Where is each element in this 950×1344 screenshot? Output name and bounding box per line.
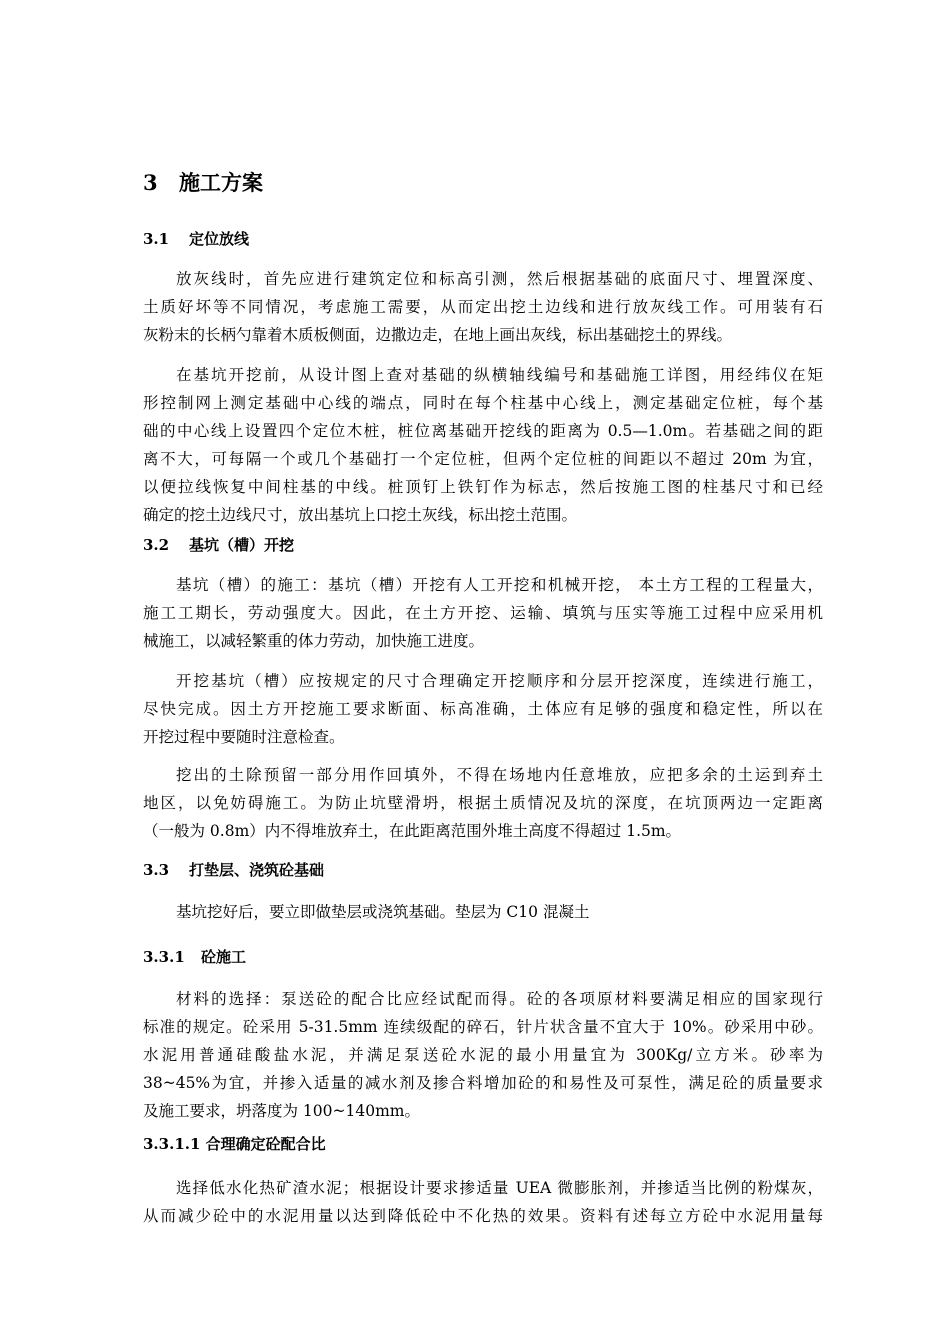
section-heading-3-1 (143, 228, 823, 249)
section-title: 打垫层、浇筑砼基础 (189, 861, 325, 879)
text-line: 以便拉线恢复中间柱基的中线。桩顶钉上铁钉作为标志，然后按施工图的柱基尺寸和已经 (143, 478, 823, 496)
text-line: 离不大，可每隔一个或几个基础打一个定位桩，但两个定位桩的间距以不超过 20m 为宜， (143, 450, 823, 468)
section-number: 3.3 (143, 861, 170, 879)
paragraph-2 (143, 361, 823, 529)
text-line: 尽快完成。因土方开挖施工要求断面、标高准确，土体应有足够的强度和稳定性，所以在 (143, 700, 823, 718)
section-title: 基坑（槽）开挖 (189, 536, 295, 554)
chapter-heading (143, 167, 823, 197)
text-line: 开挖过程中要随时注意检查。 (143, 728, 345, 746)
text-line: 土质好坏等不同情况，考虑施工需要，从而定出挖土边线和进行放灰线工作。可用装有石 (143, 298, 823, 316)
text-line: 施工工期长，劳动强度大。因此，在土方开挖、运输、填筑与压实等施工过程中应采用机 (143, 604, 823, 622)
text-line: 材料的选择：泵送砼的配合比应经试配而得。砼的各项原材料要满足相应的国家现行 (176, 990, 823, 1008)
text-line: 开挖基坑（槽）应按规定的尺寸合理确定开挖顺序和分层开挖深度，连续进行施工， (176, 672, 823, 690)
chapter-title: 施工方案 (179, 170, 263, 195)
text-line: 灰粉末的长柄勺靠着木质板侧面，边撒边走，在地上画出灰线，标出基础挖土的界线。 (143, 326, 733, 344)
text-line: 从而减少砼中的水泥用量以达到降低砼中不化热的效果。资料有述每立方砼中水泥用量每 (143, 1207, 823, 1225)
section-heading-3-3-1 (143, 946, 823, 967)
text-line: 水泥用普通硅酸盐水泥，并满足泵送砼水泥的最小用量宜为 300Kg/立方米。砂率为 (143, 1046, 823, 1064)
section-number: 3.3.1 (143, 948, 185, 966)
chapter-number: 3 (143, 170, 158, 195)
section-title: 3.3.1.1 合理确定砼配合比 (143, 1135, 326, 1153)
text-line: 38~45%为宜，并掺入适量的减水剂及掺合料增加砼的和易性及可泵性，满足砼的质量要求 (143, 1074, 823, 1092)
text-line: 选择低水化热矿渣水泥；根据设计要求掺适量 UEA 微膨胀剂，并掺适当比例的粉煤灰， (176, 1179, 823, 1197)
paragraph-8 (143, 1174, 823, 1230)
paragraph-5 (143, 761, 823, 845)
section-heading-3-3 (143, 859, 823, 880)
text-line: 基坑挖好后，要立即做垫层或浇筑基础。垫层为 C10 混凝土 (176, 903, 590, 921)
section-heading-3-2 (143, 534, 823, 555)
text-line: 础的中心线上设置四个定位木桩，桩位离基础开挖线的距离为 0.5—1.0m。若基础之间的距 (143, 422, 823, 440)
section-title: 砼施工 (201, 948, 247, 966)
text-line: 及施工要求，坍落度为 100~140mm。 (143, 1102, 420, 1120)
section-number: 3.2 (143, 536, 170, 554)
section-heading-3-3-1-1 (143, 1133, 823, 1154)
section-title: 定位放线 (189, 230, 250, 248)
text-line: 形控制网上测定基础中心线的端点，同时在每个柱基中心线上，测定基础定位桩，每个基 (143, 394, 823, 412)
text-line: 确定的挖土边线尺寸，放出基坑上口挖土灰线，标出挖土范围。 (143, 506, 578, 524)
paragraph-4 (143, 667, 823, 751)
text-line: 挖出的土除预留一部分用作回填外，不得在场地内任意堆放，应把多余的土运到弃土 (176, 766, 823, 784)
section-number: 3.1 (143, 230, 170, 248)
paragraph-7 (143, 985, 823, 1125)
paragraph-1 (143, 265, 823, 349)
text-line: 械施工，以减轻繁重的体力劳动，加快施工进度。 (143, 632, 485, 650)
text-line: 地区，以免妨碍施工。为防止坑壁滑坍，根据土质情况及坑的深度，在坑顶两边一定距离 (143, 794, 823, 812)
text-line: 放灰线时，首先应进行建筑定位和标高引测，然后根据基础的底面尺寸、埋置深度、 (176, 270, 823, 288)
text-line: 在基坑开挖前，从设计图上查对基础的纵横轴线编号和基础施工详图，用经纬仪在矩 (176, 366, 823, 384)
text-line: （一般为 0.8m）内不得堆放弃土，在此距离范围外堆土高度不得超过 1.5m。 (143, 822, 682, 840)
paragraph-6 (143, 898, 823, 926)
text-line: 标准的规定。砼采用 5-31.5mm 连续级配的碎石，针片状含量不宜大于 10%。砂采用中砂。 (143, 1018, 823, 1036)
text-line: 基坑（槽）的施工：基坑（槽）开挖有人工开挖和机械开挖， 本土方工程的工程量大， (176, 576, 823, 594)
paragraph-3 (143, 571, 823, 655)
